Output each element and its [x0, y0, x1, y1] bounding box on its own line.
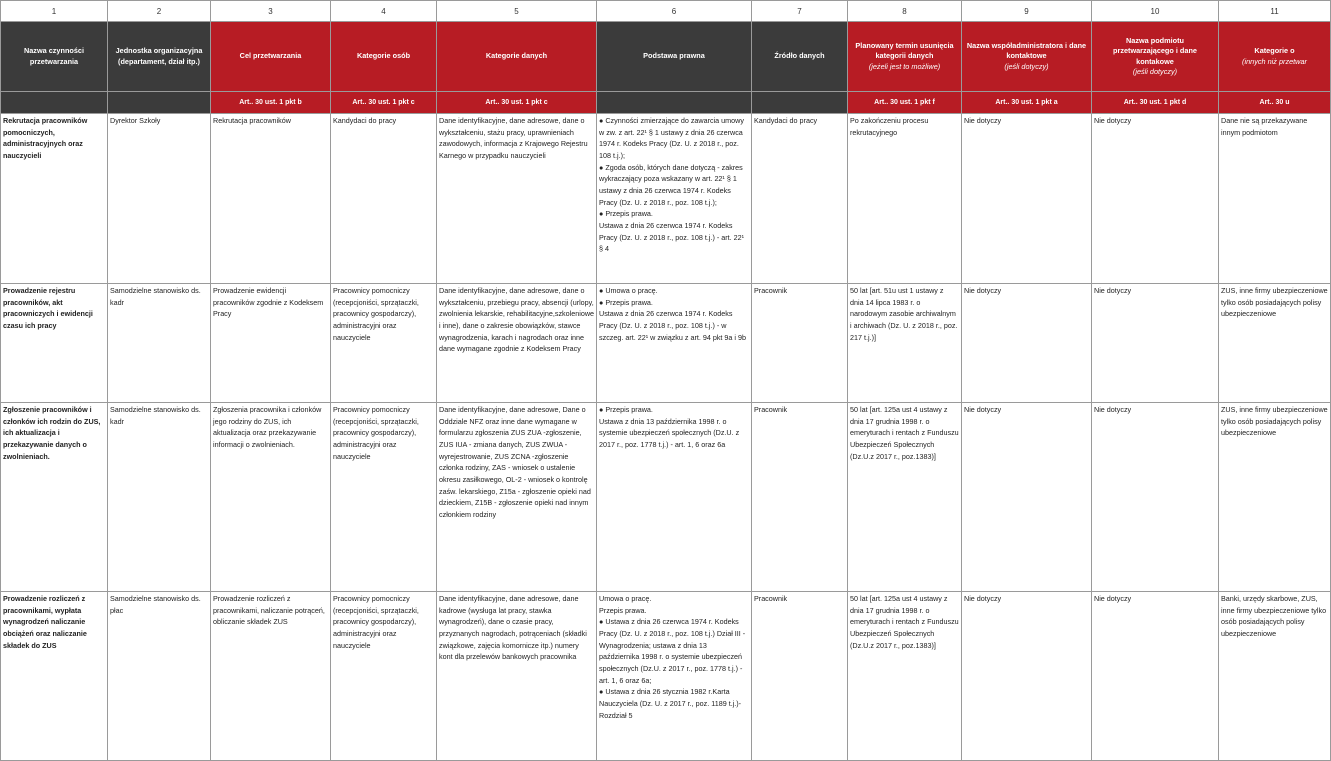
cell-recipients[interactable]: Banki, urzędy skarbowe, ZUS, inne firmy ubezpieczeniowe tylko osób posiadających polisy ubezpieczeniowe — [1219, 592, 1331, 761]
cell-legal-basis[interactable] — [597, 284, 752, 403]
col-num-8[interactable]: 8 — [848, 1, 962, 22]
header-person-categories[interactable]: Kategorie osób — [331, 22, 437, 92]
cell-person-categories[interactable]: Pracownicy pomocniczy (recepcjoniści, sprzątaczki, pracownicy gospodarczy), administracyjni oraz nauczyciele — [331, 592, 437, 761]
article-reference-row — [1, 92, 1331, 114]
cell-data-categories[interactable]: Dane identyfikacyjne, dane adresowe, Dane o Oddziale NFZ oraz inne dane wymagane w formularzu zgłoszenia ZUS ZUA -zgłoszenie, ZUS IUA - zmiana danych, ZUS ZWUA -wyrejestrowanie, ZUS ZCNA -zgłoszenie członka rodziny, ZAS - wniosek o ustalenie okresu zasiłkowego, OL-2 - wniosek o kontrolę zaśw. lekarskiego, Z15a - zgłoszenie opieki nad dzieckiem, Z15B - zgłoszenie opieki nad innym członkiem rodziny — [437, 403, 597, 592]
cell-processor[interactable]: Nie dotyczy — [1092, 592, 1219, 761]
table-row — [1, 403, 1331, 592]
cell-co-administrator[interactable]: Nie dotyczy — [962, 284, 1092, 403]
cell-activity-name[interactable]: Prowadzenie rejestru pracowników, akt pracowniczych i ewidencji czasu ich pracy — [1, 284, 108, 403]
cell-legal-basis[interactable] — [597, 592, 752, 761]
legal-basis-line: Ustawa z dnia 26 czerwca 1974 r. Kodeks Pracy (Dz. U. z 2018 r., poz. 108 t.j.) - art. 22¹ § 4 — [599, 220, 744, 254]
col-num-11[interactable]: 11 — [1219, 1, 1331, 22]
cell-purpose[interactable]: Zgłoszenia pracownika i członków jego rodziny do ZUS, ich aktualizacja oraz przekazywanie informacji o zwolnieniach. — [211, 403, 331, 592]
cell-processor[interactable]: Nie dotyczy — [1092, 114, 1219, 284]
cell-activity-name[interactable]: Prowadzenie rozliczeń z pracownikami, wypłata wynagrodzeń naliczanie obciążeń oraz naliczanie składek do ZUS — [1, 592, 108, 761]
cell-co-administrator[interactable]: Nie dotyczy — [962, 403, 1092, 592]
legal-basis-line: ● Przepis prawa. — [599, 405, 653, 414]
col-num-4[interactable]: 4 — [331, 1, 437, 22]
cell-org-unit[interactable]: Samodzielne stanowisko ds. kadr — [108, 403, 211, 592]
col-num-9[interactable]: 9 — [962, 1, 1092, 22]
legal-basis-line: ● Czynności zmierzające do zawarcia umowy w zw. z art. 22¹ § 1 ustawy z dnia 26 czerwca 1974 r. Kodeks Pracy (Dz. U. z 2018 r., poz. 108 t.j.); — [599, 116, 744, 160]
header-data-source[interactable]: Źródło danych — [752, 22, 848, 92]
cell-purpose[interactable]: Prowadzenie rozliczeń z pracownikami, naliczanie potrąceń, obliczanie składek ZUS — [211, 592, 331, 761]
art-ref-9[interactable]: Art.. 30 ust. 1 pkt a — [962, 92, 1092, 114]
col-num-2[interactable]: 2 — [108, 1, 211, 22]
cell-data-source[interactable]: Pracownik — [752, 592, 848, 761]
column-number-row — [1, 1, 1331, 22]
cell-person-categories[interactable]: Pracownicy pomocniczy (recepcjoniści, sprzątaczki, pracownicy gospodarczy), administracyjni oraz nauczyciele — [331, 403, 437, 592]
cell-deletion-term[interactable]: 50 lat [art. 125a ust 4 ustawy z dnia 17 grudnia 1998 r. o emeryturach i rentach z Funduszu Ubezpieczeń Społecznych (Dz.U.z 2017 r., poz.1383)] — [848, 403, 962, 592]
cell-org-unit[interactable]: Dyrektor Szkoły — [108, 114, 211, 284]
legal-basis-line: Ustawa z dnia 13 października 1998 r. o systemie ubezpieczeń społecznych (Dz.U. z 2017 r., poz. 1778 t.j.) - art. 1, 6 oraz 6a — [599, 416, 740, 449]
cell-recipients[interactable]: Dane nie są przekazywane innym podmiotom — [1219, 114, 1331, 284]
art-ref-7[interactable] — [752, 92, 848, 114]
art-ref-5[interactable]: Art.. 30 ust. 1 pkt c — [437, 92, 597, 114]
col-num-5[interactable]: 5 — [437, 1, 597, 22]
col-num-6[interactable]: 6 — [597, 1, 752, 22]
header-legal-basis[interactable]: Podstawa prawna — [597, 22, 752, 92]
cell-person-categories[interactable]: Kandydaci do pracy — [331, 114, 437, 284]
col-num-10[interactable]: 10 — [1092, 1, 1219, 22]
cell-purpose[interactable]: Rekrutacja pracowników — [211, 114, 331, 284]
table-row — [1, 114, 1331, 284]
cell-data-source[interactable]: Kandydaci do pracy — [752, 114, 848, 284]
header-org-unit[interactable]: Jednostka organizacyjna (departament, dział itp.) — [108, 22, 211, 92]
art-ref-11[interactable]: Art.. 30 u — [1219, 92, 1331, 114]
header-co-administrator[interactable]: Nazwa współadministratora i dane kontaktowe (jeśli dotyczy) — [962, 22, 1092, 92]
cell-activity-name[interactable]: Rekrutacja pracowników pomocniczych, administracyjnych oraz nauczycieli — [1, 114, 108, 284]
cell-data-source[interactable]: Pracownik — [752, 284, 848, 403]
art-ref-10[interactable]: Art.. 30 ust. 1 pkt d — [1092, 92, 1219, 114]
cell-recipients[interactable]: ZUS, inne firmy ubezpieczeniowe tylko osób posiadających polisy ubezpieczeniowe — [1219, 284, 1331, 403]
cell-co-administrator[interactable]: Nie dotyczy — [962, 114, 1092, 284]
cell-co-administrator[interactable]: Nie dotyczy — [962, 592, 1092, 761]
legal-basis-line: ● Przepis prawa. — [599, 209, 653, 219]
col-num-3[interactable]: 3 — [211, 1, 331, 22]
header-data-categories[interactable]: Kategorie danych — [437, 22, 597, 92]
cell-data-categories[interactable]: Dane identyfikacyjne, dane adresowe, dane o wykształceniu, przebiegu pracy, absencji (urlopy, zwolnienia lekarskie, rehabilitacyjne,szkoleniowe i inne), dane o zakresie obowiązków, stawce wynagrodzenia, karach i nagrodach oraz inne dane wymagane zgodnie z Kodeksem Pracy — [437, 284, 597, 403]
table-row — [1, 592, 1331, 761]
cell-deletion-term[interactable]: 50 lat [art. 125a ust 4 ustawy z dnia 17 grudnia 1998 r. o emeryturach i rentach z Funduszu Ubezpieczeń Społecznych (Dz.U.z 2017 r., poz.1383)] — [848, 592, 962, 761]
art-ref-1[interactable] — [1, 92, 108, 114]
header-recipient-categories[interactable]: Kategorie o (innych niż przetwar — [1219, 22, 1331, 92]
cell-person-categories[interactable]: Pracownicy pomocniczy (recepcjoniści, sprzątaczki, pracownicy gospodarczy), administracyjni oraz nauczyciele — [331, 284, 437, 403]
legal-basis-line: ● Ustawa z dnia 26 czerwca 1974 r. Kodeks Pracy (Dz. U. z 2018 r., poz. 108 t.j.) Dział III - Wynagrodzenia; ustawa z dnia 13 października 1998 r. o systemie ubezpieczeń społecznych (Dz.U. z 2017 r., poz. 1778 t.j.) - art. 1, 6 oraz 6a; — [599, 617, 746, 685]
legal-basis-line: ● Ustawa z dnia 26 stycznia 1982 r.Karta Nauczyciela (Dz. U. z 2017 r., poz. 1189 t.j.)-Rozdział 5 — [599, 687, 742, 720]
cell-data-categories[interactable]: Dane identyfikacyjne, dane adresowe, dane o wykształceniu, stażu pracy, uprawnieniach zawodowych, informacja z Krajowego Rejestru Karnego w przypadku nauczycieli — [437, 114, 597, 284]
art-ref-3[interactable]: Art.. 30 ust. 1 pkt b — [211, 92, 331, 114]
cell-org-unit[interactable]: Samodzielne stanowisko ds. płac — [108, 592, 211, 761]
cell-purpose[interactable]: Prowadzenie ewidencji pracowników zgodnie z Kodeksem Pracy — [211, 284, 331, 403]
table-row — [1, 284, 1331, 403]
header-activity-name[interactable]: Nazwa czynności przetwarzania — [1, 22, 108, 92]
legal-basis-line: ● Przepis prawa. — [599, 297, 653, 307]
header-deletion-term[interactable]: Planowany termin usunięcia kategorii danych (jeżeli jest to możliwe) — [848, 22, 962, 92]
col-num-7[interactable]: 7 — [752, 1, 848, 22]
legal-basis-line: ● Umowa o pracę. — [599, 286, 658, 295]
art-ref-6[interactable] — [597, 92, 752, 114]
art-ref-4[interactable]: Art.. 30 ust. 1 pkt c — [331, 92, 437, 114]
cell-legal-basis[interactable] — [597, 114, 752, 284]
header-purpose[interactable]: Cel przetwarzania — [211, 22, 331, 92]
cell-deletion-term[interactable]: Po zakończeniu procesu rekrutacyjnego — [848, 114, 962, 284]
cell-legal-basis[interactable] — [597, 403, 752, 592]
art-ref-2[interactable] — [108, 92, 211, 114]
cell-processor[interactable]: Nie dotyczy — [1092, 284, 1219, 403]
legal-basis-line: Przepis prawa. — [599, 605, 647, 615]
header-row — [1, 22, 1331, 92]
cell-org-unit[interactable]: Samodzielne stanowisko ds. kadr — [108, 284, 211, 403]
cell-data-categories[interactable]: Dane identyfikacyjne, dane adresowe, dane kadrowe (wysługa lat pracy, stawka wynagrodzeń), dane o czasie pracy, przyznanych nagrodach, potrąceniach (składki związkowe, zajęcia komornicze itp.) numery kont dla przelewów bankowych pracownika — [437, 592, 597, 761]
legal-basis-line: Umowa o pracę. — [599, 594, 652, 603]
cell-deletion-term[interactable]: 50 lat [art. 51u ust 1 ustawy z dnia 14 lipca 1983 r. o narodowym zasobie archiwalnym i archiwach (Dz. U. z 2018 r., poz. 217 t.j.)] — [848, 284, 962, 403]
cell-activity-name[interactable]: Zgłoszenie pracowników i członków ich rodzin do ZUS, ich aktualizacja i przekazywanie danych o zwolnieniach. — [1, 403, 108, 592]
legal-basis-line: ● Zgoda osób, których dane dotyczą - zakres wykraczający poza wskazany w art. 22¹ § 1 ustawy z dnia 26 czerwca 1974 r. Kodeks Pracy (Dz. U. z 2018 r., poz. 108 t.j.); — [599, 162, 743, 207]
header-processor[interactable]: Nazwa podmiotu przetwarzającego i dane kontakowe (jeśli dotyczy) — [1092, 22, 1219, 92]
legal-basis-line: Ustawa z dnia 26 czerwca 1974 r. Kodeks Pracy (Dz. U. z 2018 r., poz. 108 t.j.) - w szczeg. art. 22¹ w związku z art. 94 pkt 9a i 9b — [599, 309, 747, 342]
col-num-1[interactable]: 1 — [1, 1, 108, 22]
cell-processor[interactable]: Nie dotyczy — [1092, 403, 1219, 592]
cell-data-source[interactable]: Pracownik — [752, 403, 848, 592]
cell-recipients[interactable]: ZUS, inne firmy ubezpieczeniowe tylko osób posiadających polisy ubezpieczeniowe — [1219, 403, 1331, 592]
art-ref-8[interactable]: Art.. 30 ust. 1 pkt f — [848, 92, 962, 114]
